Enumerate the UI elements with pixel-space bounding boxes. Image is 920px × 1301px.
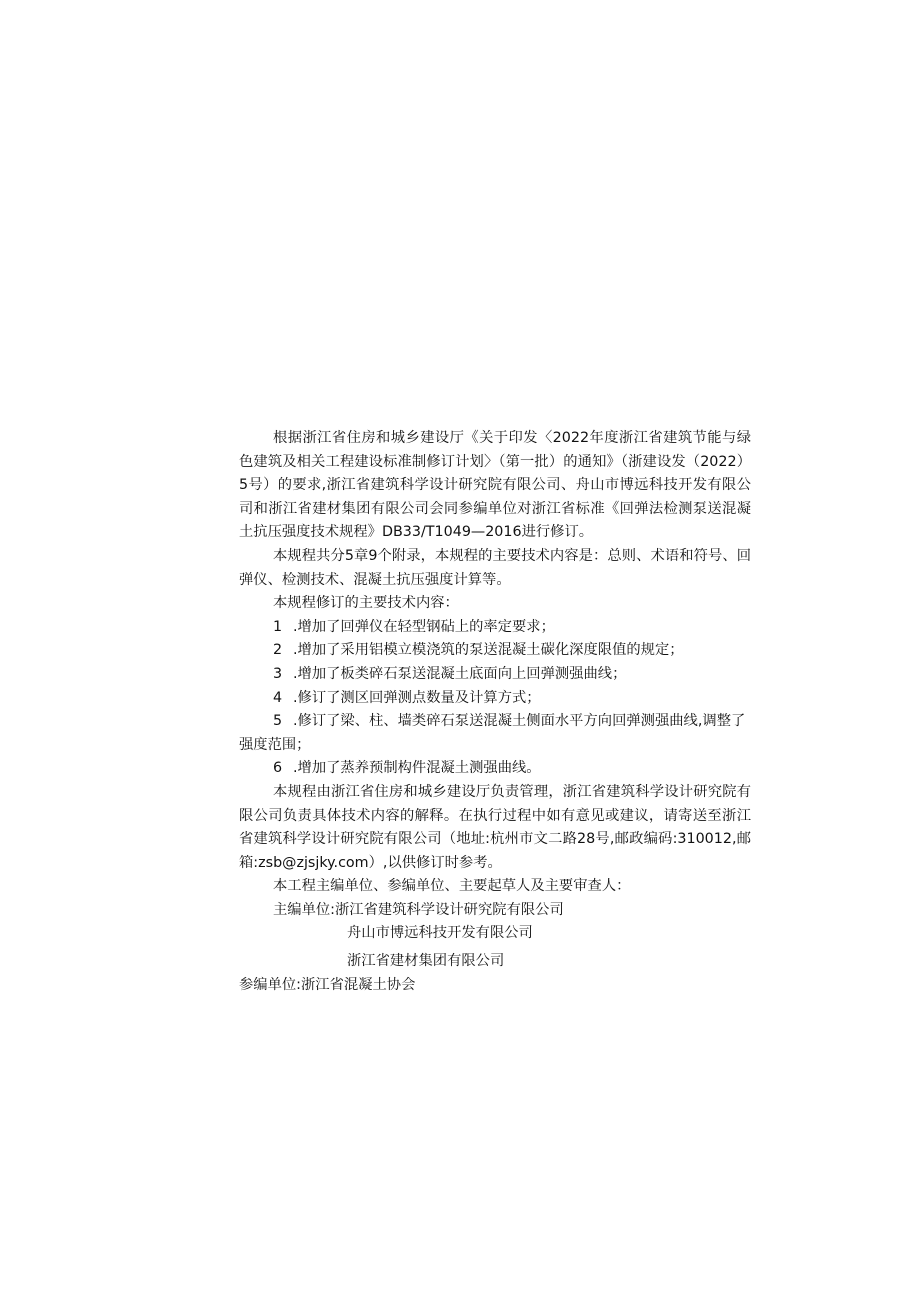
revision-item-number: 6: [273, 760, 283, 777]
preface-text: [239, 427, 751, 997]
revision-item-number: 1: [273, 618, 283, 635]
revision-item: [239, 639, 751, 663]
intro-paragraph: 根据浙江省住房和城乡建设厅《关于印发〈2022年度浙江省建筑节能与绿色建筑及相关工程建设标准制修订计划〉（第一批）的通知》（浙建设发（2022）5号）的要求,浙江省建筑科学设计研究院有限公司、舟山市博远科技开发有限公司和浙江省建材集团有限公司会同参编单位对浙江省标准《回弹法检测泵送混凝土抗压强度技术规程》DB33/T1049—2016进行修订。: [239, 430, 751, 541]
units-heading: 本工程主编单位、参编单位、主要起草人及主要审查人：: [273, 878, 631, 895]
revision-item: [239, 687, 751, 711]
editing-units: [239, 899, 751, 997]
revision-item-text: .增加了板类碎石泵送混凝土底面向上回弹测强曲线；: [293, 665, 627, 682]
management-paragraph: 本规程由浙江省住房和城乡建设厅负责管理，浙江省建筑科学设计研究院有限公司负责具体技术内容的解释。在执行过程中如有意见或建议，请寄送至浙江省建筑科学设计研究院有限公司（地址:杭州市文二路28号,邮政编码:310012,邮箱:zsb@zjsjky.com）,以供修订时参考。: [239, 783, 751, 871]
revision-item: [239, 616, 751, 640]
revision-item-number: 5: [273, 713, 283, 730]
revision-item-number: 3: [273, 665, 283, 682]
revision-item-number: 2: [273, 642, 283, 659]
revision-item-text: .增加了采用铝模立模浇筑的泵送混凝土碳化深度限值的规定；: [293, 642, 684, 659]
revision-item: [239, 710, 751, 757]
chief-editor-unit-3: 浙江省建材集团有限公司: [347, 953, 505, 970]
revision-heading: 本规程修订的主要技术内容：: [273, 595, 459, 612]
revision-item: [239, 757, 751, 781]
revision-item-text: .修订了梁、柱、墙类碎石泵送混凝土侧面水平方向回弹测强曲线,调整了强度范围；: [239, 713, 746, 753]
chief-editor-unit: 主编单位:浙江省建筑科学设计研究院有限公司: [273, 901, 564, 918]
revision-item-text: .增加了回弹仪在轻型钢砧上的率定要求；: [293, 618, 555, 635]
revision-item: [239, 663, 751, 687]
chief-editor-unit-2: 舟山市博远科技开发有限公司: [347, 925, 533, 942]
revision-item-text: .修订了测区回弹测点数量及计算方式；: [293, 689, 541, 706]
revision-item-number: 4: [273, 689, 283, 706]
revision-item-text: .增加了蒸养预制构件混凝土测强曲线。: [293, 760, 541, 777]
chapters-paragraph: 本规程共分5章9个附录，本规程的主要技术内容是：总则、术语和符号、回弹仪、检测技术、混凝土抗压强度计算等。: [239, 547, 751, 588]
co-editor-unit: 参编单位:浙江省混凝土协会: [239, 976, 416, 993]
